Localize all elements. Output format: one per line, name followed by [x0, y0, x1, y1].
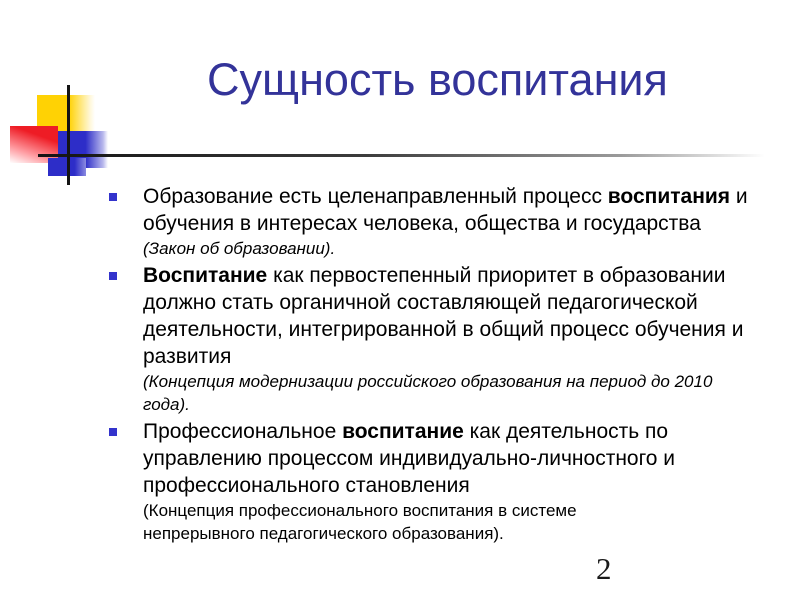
bullet-source-citation: (Концепция профессионального воспитания в системе непрерывного педагогического образования).	[143, 501, 577, 543]
bullet-square-icon	[109, 193, 117, 201]
bullet-bold-keyword: воспитание	[342, 420, 464, 443]
bullet-source-citation: (Закон об образовании).	[143, 239, 336, 258]
bullet-text-segment: как первостепенный приоритет в образовании должно стать органичной составляющей педагогической деятельности, интегрированной в общий процесс обучения и развития	[143, 264, 744, 368]
bullet-text-segment: Профессиональное	[143, 420, 343, 443]
bullet-bold-keyword: Воспитание	[143, 264, 268, 287]
bullet-bold-keyword: воспитания	[607, 185, 731, 208]
bullet-item-3	[105, 418, 757, 545]
bullet-text	[143, 262, 757, 370]
bullet-square-icon	[109, 428, 117, 436]
bullet-text	[143, 183, 757, 237]
bullet-item-1	[105, 183, 757, 260]
bullet-source-citation: (Концепция модернизации российского образования на период до 2010 года).	[143, 372, 713, 414]
bullet-item-2	[105, 262, 757, 416]
title-divider-line	[38, 154, 765, 157]
bullet-square-icon	[109, 272, 117, 280]
bullet-text-segment: и обучения в интересах человека, общества и государства	[143, 185, 748, 235]
bullet-text-segment: как деятельность по управлению процессом индивидуально-личностного и профессионального становления	[143, 420, 676, 497]
page-number: 2	[596, 551, 612, 586]
bullet-text	[143, 418, 757, 499]
bullet-list	[105, 183, 757, 547]
decoration-vertical-line	[67, 85, 70, 185]
slide-title: Сущность воспитания	[207, 54, 668, 105]
bullet-text-segment: Образование есть целенаправленный процесс	[143, 185, 608, 208]
